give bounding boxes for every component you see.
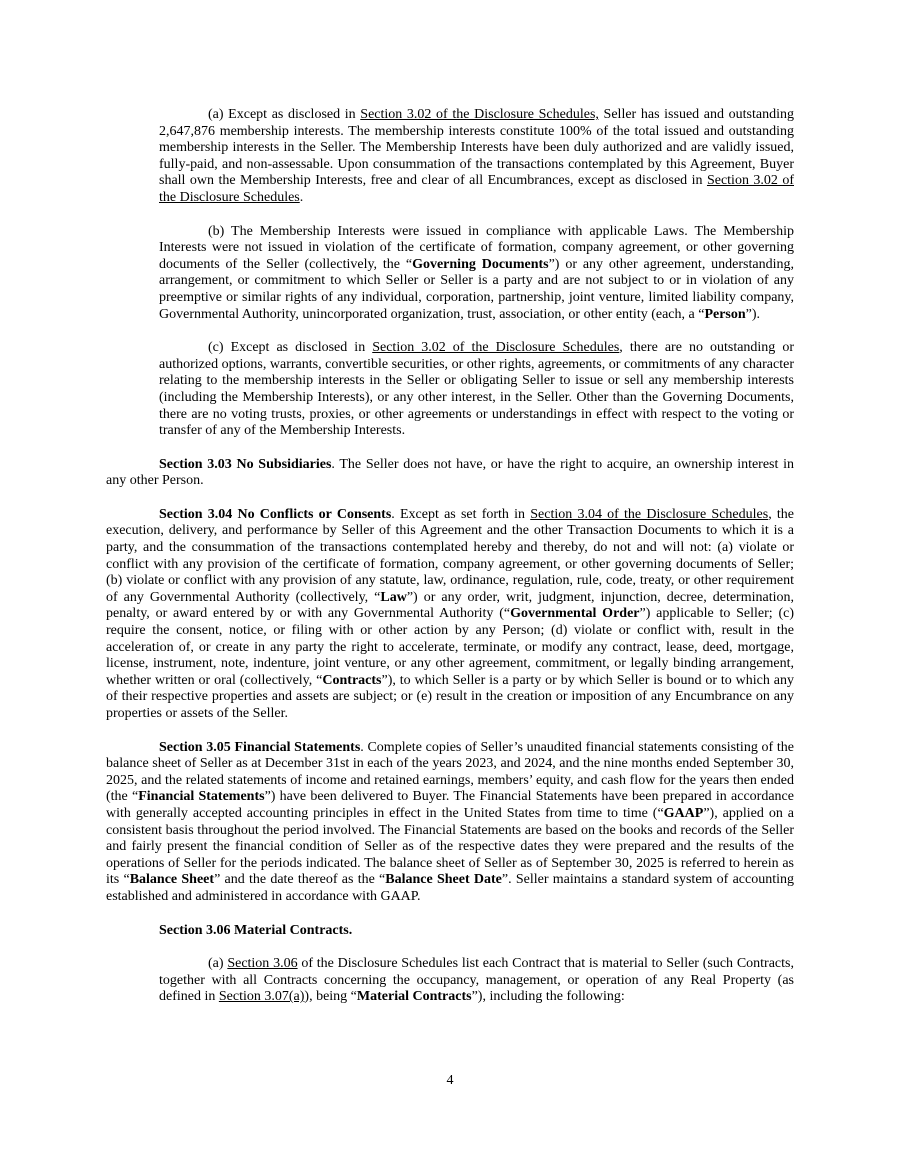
text-run: ”), including the following: [471, 989, 625, 1005]
page-number: 4 [446, 1073, 454, 1088]
text-run: (b) The Membership Interests were issued in compliance with applicable Laws. The Membership Interests were not issued in violation of the certificate of formation, company agreement, or other governing documents of the Seller (collectively, the “ [159, 223, 794, 272]
text-run: , the execution, delivery, and performance by Seller of this Agreement and the other Transaction Documents to which it is a party, and the consummation of the transactions contemplated hereby and thereby, do not and will not: (a) violate or conflict with any provision of the certificate of formation, company agreement, or other governing documents of Seller; (b) violate or conflict with any provision of any statute, law, ordinance, regulation, rule, code, treaty, or other requirement of any Governmental Authority (collectively, “ [106, 506, 795, 605]
text-run: (a) Except as disclosed in [208, 107, 361, 122]
text-run: . The Seller does not have, or have the right to acquire, an ownership interest in any other Person. [106, 456, 794, 489]
section-reference: Section 3.02 of the Disclosure Schedules [159, 173, 794, 205]
defined-term: Governmental Order [510, 606, 640, 622]
text-run: , there are no outstanding or authorized options, warrants, convertible securities, or other rights, agreements, or commitments of any character relating to the membership interests in the Seller or obligating Seller to issue or sell any membership interests (including the Membership Interests), or any other interest, in the Seller. Other than the Governing Documents, there are no voting trusts, proxies, or other agreements or understandings in effect with respect to the voting or transfer of any of the Membership Interests. [159, 340, 794, 439]
paragraph-sec304-no-conflicts [106, 507, 794, 723]
paragraph-sec305-financial-statements [106, 740, 794, 906]
defined-term: Governing Documents [412, 256, 549, 272]
section-reference: Section 3.02 of the Disclosure Schedules [372, 340, 620, 356]
text-run: . Complete copies of Seller’s unaudited financial statements consisting of the balance sheet of Seller as at December 31st in each of the years 2023, and 2024, and the nine months ended September 30, 2025, and the related statements of income and retained earnings, members’ equity, and cash flow for the years then ended (the “ [106, 739, 794, 805]
text-run: ”). [745, 306, 761, 322]
defined-term: GAAP [663, 805, 704, 821]
text-run: ”) have been delivered to Buyer. The Financial Statements have been prepared in accordance with generally accepted accounting principles in effect in the United States from time to time (“ [106, 789, 794, 821]
paragraph-sec302-c [159, 340, 794, 440]
section-reference: Section 3.06 [227, 956, 298, 972]
defined-term: Section 3.06 Material Contracts. [159, 922, 353, 938]
text-run: ”), to which Seller is a party or by which Seller is bound or to which any of their respective properties and assets are subject; or (e) result in the creation or imposition of any Encumbrance on any properties or assets of the Seller. [106, 672, 794, 721]
defined-term: Section 3.03 No Subsidiaries [159, 456, 332, 472]
defined-term: Contracts [322, 672, 382, 688]
heading-sec306-material-contracts [106, 923, 794, 940]
defined-term: Balance Sheet Date [385, 872, 502, 888]
defined-term: Law [380, 589, 407, 605]
text-run: (a) [208, 956, 228, 972]
text-run: ”), applied on a consistent basis throughout the period involved. The Financial Statements are based on the books and records of the Seller and fairly present the financial condition of Seller as of the respective dates they were prepared and the results of the operations of Seller for the periods indicated. The balance sheet of Seller as of September 30, 2025 is referred to herein as its “ [106, 805, 795, 888]
text-run: (c) Except as disclosed in [208, 340, 373, 356]
paragraph-sec303-no-subsidiaries [106, 457, 794, 490]
text-run: ”) applicable to Seller; (c) require the consent, notice, or filing with or other action by any Person; (d) violate or conflict with, result in the acceleration of, or create in any party the right to accelerate, terminate, or modify any contract, lease, deed, mortgage, license, instrument, note, indenture, joint venture, or any other agreement, commitment, or legally binding arrangement, whether written or oral (collectively, “ [106, 606, 795, 688]
defined-term: Material Contracts [356, 989, 472, 1005]
text-run: . [299, 189, 304, 205]
text-run: ”. Seller maintains a standard system of accounting established and administered in accordance with GAAP. [106, 872, 795, 904]
paragraph-sec302-a [159, 107, 794, 207]
paragraph-sec306-a [159, 956, 794, 1006]
text-run: ”) or any order, writ, judgment, injunction, decree, determination, penalty, or award entered by or with any Governmental Authority (“ [106, 589, 794, 622]
text-run: ”) or any other agreement, understanding, arrangement, or commitment to which Seller or Seller is a party and are not subject to or in violation of any preemptive or similar rights of any individual, corporation, partnership, joint venture, limited liability company, Governmental Authority, unincorporated organization, trust, association, or other entity (each, a “ [159, 256, 794, 322]
defined-term: Balance Sheet [129, 872, 215, 888]
text-run: Seller has issued and outstanding 2,647,876 membership interests. The membership interests constitute 100% of the total issued and outstanding membership interests in the Seller. The Membership Interests have been duly authorized and are validly issued, fully-paid, and non-assessable. Upon consummation of the transactions contemplated by this Agreement, Buyer shall own the Membership Interests, free and clear of all Encumbrances, except as disclosed in [159, 107, 794, 189]
text-run: of the Disclosure Schedules list each Contract that is material to Seller (such Contracts, together with all Contracts concerning the occupancy, management, or operation of any Real Property (as defined in [159, 956, 794, 1005]
section-reference: Section 3.07(a) [218, 989, 305, 1005]
section-reference: Section 3.04 of the Disclosure Schedules [530, 506, 769, 522]
page-content [106, 107, 794, 1006]
defined-term: Section 3.05 Financial Statements [159, 739, 361, 755]
text-run: ), being “ [304, 989, 357, 1005]
defined-term: Financial Statements [138, 789, 265, 805]
text-run: ” and the date thereof as the “ [214, 872, 386, 888]
paragraph-sec302-b [159, 224, 794, 324]
text-run: . Except as set forth in [391, 506, 531, 522]
defined-term: Person [704, 306, 746, 322]
defined-term: Section 3.04 No Conflicts or Consents [159, 506, 392, 522]
section-reference: Section 3.02 of the Disclosure Schedules, [360, 107, 599, 122]
